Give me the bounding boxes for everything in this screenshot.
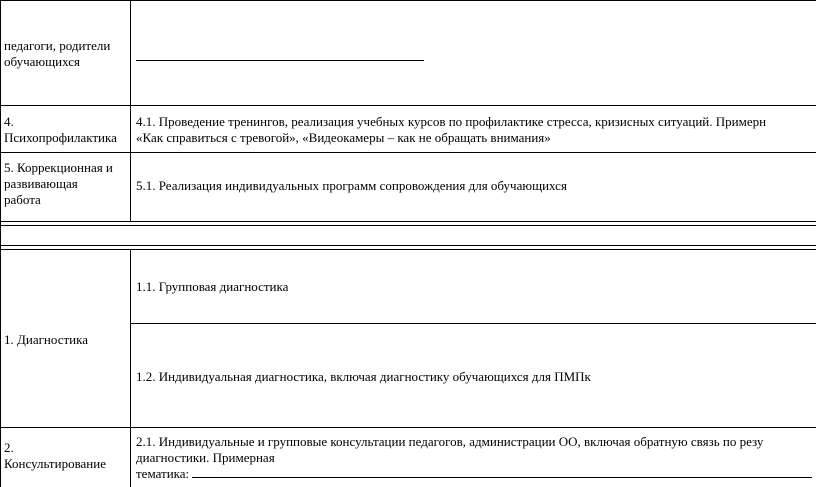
cell-diagnostics: 1. Диагностика bbox=[4, 332, 89, 347]
table-border-left bbox=[0, 0, 1, 487]
table-row-divider bbox=[0, 152, 816, 153]
fill-in-blank-line bbox=[192, 465, 812, 478]
cell-individual-programs: 5.1. Реализация индивидуальных программ сопровождения для обучающихся bbox=[136, 178, 567, 193]
table-row-divider bbox=[0, 225, 816, 226]
topic-label: тематика: bbox=[136, 466, 190, 481]
table-row-divider bbox=[0, 105, 816, 106]
table-row-divider bbox=[0, 221, 816, 222]
cell-individual-diagnostics: 1.2. Индивидуальная диагностика, включая диагностику обучающихся для ПМПк bbox=[136, 369, 591, 384]
cell-consultations-line3 bbox=[136, 465, 812, 482]
cell-consultations-line2: диагностики. Примерная bbox=[136, 450, 275, 465]
fill-in-blank-line bbox=[136, 60, 424, 61]
table-subrow-divider bbox=[130, 323, 816, 324]
cell-trainings-text: 4.1. Проведение тренингов, реализация учебных курсов по профилактике стресса, кризисных ситуаций. Примерн «Как справиться с тревогой», «Видеокамеры – как не обращать внимания» bbox=[136, 114, 767, 145]
cell-group-diagnostics: 1.1. Групповая диагностика bbox=[136, 279, 289, 294]
table-column-divider bbox=[130, 0, 131, 222]
cell-psychoprophylaxis: 4. Психопрофилактика bbox=[4, 114, 117, 145]
table-row-divider bbox=[0, 245, 816, 246]
table-column-divider bbox=[130, 249, 131, 487]
cell-consulting: 2. Консультирование bbox=[4, 440, 106, 471]
cell-participants: педагоги, родители обучающихся bbox=[4, 38, 111, 69]
table-border-top bbox=[0, 0, 816, 1]
table-row-divider bbox=[0, 249, 816, 250]
table-row-divider bbox=[0, 427, 816, 428]
cell-correctional-work: 5. Коррекционная и развивающая работа bbox=[4, 160, 113, 207]
cell-consultations-line1: 2.1. Индивидуальные и групповые консультации педагогов, администрации ОО, включая обратную связь по резу bbox=[136, 434, 764, 449]
